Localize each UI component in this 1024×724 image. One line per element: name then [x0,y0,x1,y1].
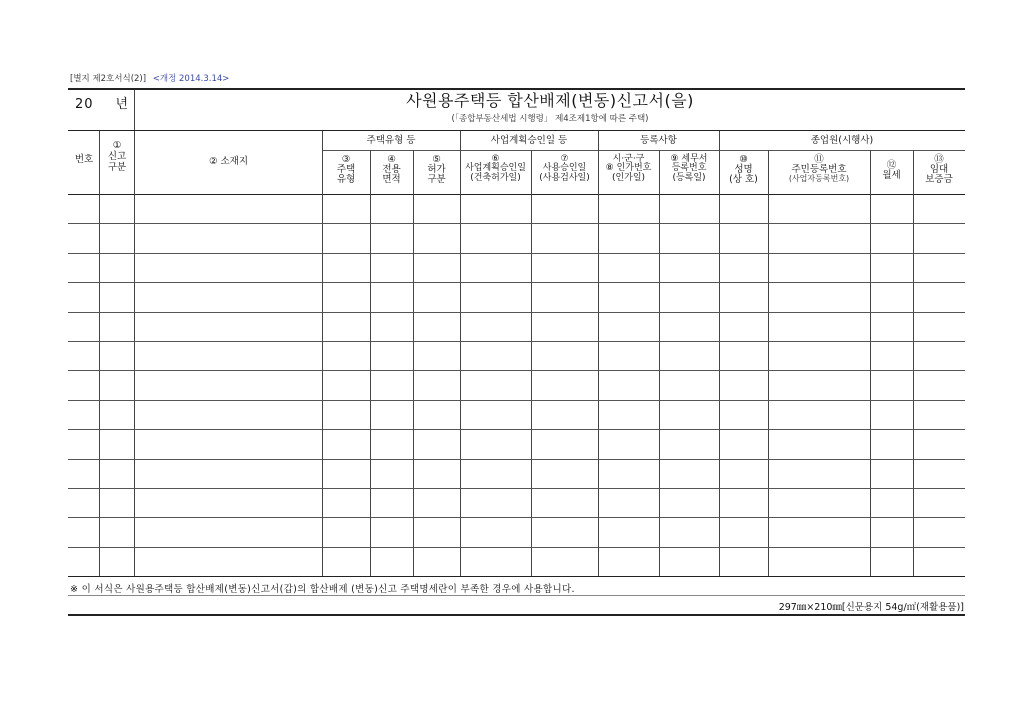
table-cell-c8[interactable] [600,313,657,342]
table-cell-location[interactable] [136,401,320,430]
table-cell-no[interactable] [70,194,97,223]
table-cell-c13[interactable] [915,518,963,547]
table-cell-c10[interactable] [721,224,766,253]
table-cell-c6[interactable] [462,371,529,400]
table-cell-c9[interactable] [661,224,717,253]
table-cell-c4[interactable] [372,460,411,489]
header-c10-num: ⑩ [739,154,748,165]
table-cell-c8[interactable] [600,283,657,312]
header-c8-l1: 시·군·구 [612,154,645,164]
table-cell-location[interactable] [136,254,320,283]
table-cell-c7[interactable] [533,518,596,547]
table-cell-c13[interactable] [915,224,963,253]
table-cell-c6[interactable] [462,254,529,283]
table-cell-c12[interactable] [872,254,911,283]
header-tax-registration [659,155,719,183]
table-cell-c10[interactable] [721,194,766,223]
header-c5-l1: 허가 [427,163,446,175]
table-cell-location[interactable] [136,371,320,400]
table-cell-c9[interactable] [661,430,717,459]
table-cell-c4[interactable] [372,342,411,371]
table-cell-c5[interactable] [415,430,458,459]
form-subtitle: (「종합부동산세법 시행령」 제4조제1항에 따른 주택) [451,114,649,124]
table-cell-no[interactable] [70,313,97,342]
table-cell-c7[interactable] [533,254,596,283]
table-cell-c7[interactable] [533,489,596,518]
table-cell-c6[interactable] [462,313,529,342]
table-cell-c12[interactable] [872,460,911,489]
form-label: [별지 제2호서식(2)] [70,74,147,84]
table-cell-c8[interactable] [600,342,657,371]
header-no-label: 번호 [74,154,94,165]
table-cell-c4[interactable] [372,518,411,547]
table-cell-c4[interactable] [372,254,411,283]
table-cell-c4[interactable] [372,430,411,459]
table-cell-location[interactable] [136,430,320,459]
table-cell-c8[interactable] [600,518,657,547]
table-cell-c12[interactable] [872,194,911,223]
paper-spec: 297㎜×210㎜[신문용지 54g/㎡(재활용품)] [778,602,964,613]
table-cell-c10[interactable] [721,313,766,342]
header-report-type-l1: 신고 [107,150,127,162]
header-c3-l2: 유형 [336,173,356,185]
table-cell-c3[interactable] [324,224,368,253]
table-cell-c3[interactable] [324,254,368,283]
header-c11-l1: 주민등록번호 [791,163,847,175]
table-cell-c13[interactable] [915,342,963,371]
table-cell-c9[interactable] [661,371,717,400]
table-cell-c8[interactable] [600,430,657,459]
header-c7-l2: (사용검사일) [539,172,590,183]
table-row [68,459,965,489]
bottom-border [68,614,965,616]
group-registration: 등록사항 [640,135,677,146]
header-c12-l1: 월세 [882,169,901,181]
table-row [68,370,965,400]
table-cell-c7[interactable] [533,194,596,223]
header-c6-l2: (건축허가일) [470,172,521,183]
table-cell-c8[interactable] [600,460,657,489]
table-cell-type[interactable] [101,401,132,430]
table-cell-c12[interactable] [872,489,911,518]
table-cell-c7[interactable] [533,371,596,400]
table-cell-c4[interactable] [372,194,411,223]
header-report-type-num: ① [112,140,122,151]
table-cell-c4[interactable] [372,371,411,400]
header-approval-number [598,155,659,183]
group-employee: 종업원(시행사) [810,135,874,146]
table-cell-c7[interactable] [533,401,596,430]
header-c3-l1: 주택 [336,163,356,175]
header-c8-l3: (인가일) [611,172,646,183]
header-monthly-rent [870,161,913,181]
table-cell-c5[interactable] [415,224,458,253]
table-cell-c4[interactable] [372,401,411,430]
table-row [68,400,965,430]
table-cell-c7[interactable] [533,460,596,489]
header-report-type-l2: 구분 [107,161,127,173]
header-c10-l1: 성명 [734,163,753,175]
table-cell-c8[interactable] [600,489,657,518]
table-cell-type[interactable] [101,460,132,489]
table-row [68,312,965,342]
year-field[interactable] [70,98,134,112]
table-cell-c6[interactable] [462,194,529,223]
table-cell-c8[interactable] [600,224,657,253]
table-cell-c6[interactable] [462,518,529,547]
table-cell-c11[interactable] [770,518,868,547]
header-c9-l3: (등록일) [672,172,706,183]
header-c11-l2: (사업자등록번호) [788,173,850,183]
table-cell-c11[interactable] [770,548,868,577]
table-cell-c11[interactable] [770,430,868,459]
table-cell-type[interactable] [101,283,132,312]
header-report-type [100,141,134,174]
table-cell-c10[interactable] [721,342,766,371]
table-cell-location[interactable] [136,518,320,547]
table-cell-c13[interactable] [915,489,963,518]
table-cell-c9[interactable] [661,194,717,223]
table-cell-c7[interactable] [533,224,596,253]
table-cell-c11[interactable] [770,342,868,371]
table-row [68,517,965,547]
table-cell-c10[interactable] [721,283,766,312]
table-cell-c6[interactable] [462,224,529,253]
table-cell-c13[interactable] [915,460,963,489]
table-cell-c9[interactable] [661,283,717,312]
table-cell-type[interactable] [101,489,132,518]
header-c11-num: ⑪ [814,154,824,165]
table-cell-c9[interactable] [661,254,717,283]
table-cell-location[interactable] [136,224,320,253]
table-cell-c3[interactable] [324,194,368,223]
table-cell-no[interactable] [70,283,97,312]
table-cell-c11[interactable] [770,371,868,400]
table-cell-c9[interactable] [661,518,717,547]
header-exclusive-area [370,155,413,185]
table-cell-c10[interactable] [721,518,766,547]
table-cell-c3[interactable] [324,518,368,547]
table-cell-c9[interactable] [661,460,717,489]
table-cell-c11[interactable] [770,283,868,312]
header-c12-num: ⑫ [886,160,897,171]
table-cell-location[interactable] [136,313,320,342]
table-cell-c4[interactable] [372,313,411,342]
table-cell-c5[interactable] [415,283,458,312]
table-cell-location[interactable] [136,283,320,312]
table-cell-c12[interactable] [872,283,911,312]
header-c13-l1: 임대 [929,163,949,175]
group-header-line [322,150,965,151]
table-cell-c5[interactable] [415,548,458,577]
header-c7-num: ⑦ [560,154,569,164]
table-cell-c3[interactable] [324,313,368,342]
table-cell-c8[interactable] [600,254,657,283]
table-cell-type[interactable] [101,518,132,547]
table-cell-c9[interactable] [661,313,717,342]
header-c6-num: ⑥ [491,154,500,164]
table-cell-c12[interactable] [872,401,911,430]
table-row [68,253,965,283]
table-cell-c13[interactable] [915,548,963,577]
table-cell-type[interactable] [101,224,132,253]
table-cell-c3[interactable] [324,342,368,371]
table-cell-c5[interactable] [415,254,458,283]
table-cell-c4[interactable] [372,224,411,253]
table-cell-c3[interactable] [324,371,368,400]
table-cell-c12[interactable] [872,548,911,577]
table-cell-c10[interactable] [721,371,766,400]
table-cell-c10[interactable] [721,254,766,283]
table-cell-type[interactable] [101,254,132,283]
header-c3-num: ③ [341,154,351,165]
table-cell-c5[interactable] [415,342,458,371]
table-row [68,282,965,312]
table-cell-c12[interactable] [872,313,911,342]
table-cell-c7[interactable] [533,342,596,371]
table-cell-c7[interactable] [533,313,596,342]
group-housing-type: 주택유형 등 [366,135,416,146]
table-cell-c11[interactable] [770,224,868,253]
table-cell-c13[interactable] [915,313,963,342]
table-cell-no[interactable] [70,224,97,253]
table-cell-c13[interactable] [915,401,963,430]
table-cell-c11[interactable] [770,313,868,342]
table-cell-no[interactable] [70,430,97,459]
table-cell-c5[interactable] [415,460,458,489]
table-cell-c9[interactable] [661,548,717,577]
table-cell-c13[interactable] [915,283,963,312]
table-cell-c10[interactable] [721,430,766,459]
table-cell-type[interactable] [101,548,132,577]
table-cell-c8[interactable] [600,371,657,400]
header-c4-num: ④ [387,154,396,165]
table-cell-no[interactable] [70,548,97,577]
table-cell-type[interactable] [101,430,132,459]
header-resident-number [768,155,870,183]
table-cell-c10[interactable] [721,548,766,577]
group-business-approval: 사업계획승인일 등 [490,135,568,146]
table-cell-c8[interactable] [600,548,657,577]
table-cell-c3[interactable] [324,548,368,577]
table-cell-c11[interactable] [770,460,868,489]
table-cell-c5[interactable] [415,518,458,547]
table-cell-c13[interactable] [915,194,963,223]
header-c7-l1: 사용승인일 [542,163,587,174]
table-cell-c13[interactable] [915,430,963,459]
header-c4-l2: 면적 [382,173,401,185]
table-cell-c6[interactable] [462,401,529,430]
table-cell-c9[interactable] [661,489,717,518]
table-cell-c7[interactable] [533,283,596,312]
header-c13-l2: 보증금 [925,173,953,185]
form-label-line [70,72,229,84]
table-cell-c12[interactable] [872,518,911,547]
table-cell-location[interactable] [136,342,320,371]
table-cell-no[interactable] [70,371,97,400]
table-cell-c3[interactable] [324,430,368,459]
header-c5-num: ⑤ [432,154,441,165]
table-cell-c4[interactable] [372,489,411,518]
table-cell-c6[interactable] [462,489,529,518]
header-location-label: ② 소재지 [208,156,249,167]
table-row [68,341,965,371]
table-cell-c4[interactable] [372,283,411,312]
header-c8-l2: ⑧ 인가번호 [605,163,652,174]
table-cell-c3[interactable] [324,401,368,430]
table-cell-c12[interactable] [872,342,911,371]
table-cell-c5[interactable] [415,371,458,400]
table-cell-c11[interactable] [770,194,868,223]
table-cell-c4[interactable] [372,548,411,577]
header-housing-type [322,155,370,185]
table-cell-c7[interactable] [533,548,596,577]
form-title: 사원용주택등 합산배제(변동)신고서(을) [406,91,694,110]
table-cell-no[interactable] [70,489,97,518]
table-cell-c10[interactable] [721,460,766,489]
table-cell-c6[interactable] [462,460,529,489]
table-cell-c6[interactable] [462,548,529,577]
header-c10-l2: (상 호) [729,173,758,185]
table-cell-c11[interactable] [770,401,868,430]
header-c9-l2: 등록번호 [671,163,707,174]
table-cell-no[interactable] [70,254,97,283]
header-rental-deposit [913,155,965,185]
table-cell-location[interactable] [136,489,320,518]
table-cell-c6[interactable] [462,342,529,371]
header-name [719,155,768,185]
table-cell-type[interactable] [101,342,132,371]
header-c9-l1: ⑨ 세무서 [670,154,708,164]
footnote: ※ 이 서식은 사원용주택등 합산배제(변동)신고서(갑)의 합산배제 (변동)신고 주택명세란이 부족한 경우에 사용합니다. [70,584,575,595]
table-cell-location[interactable] [136,194,320,223]
year-prefix: 20 [74,97,94,112]
table-cell-c8[interactable] [600,401,657,430]
table-cell-c5[interactable] [415,489,458,518]
table-cell-c6[interactable] [462,430,529,459]
header-c13-num: ⑬ [934,154,944,165]
table-cell-location[interactable] [136,548,320,577]
table-row [68,429,965,459]
table-cell-c12[interactable] [872,430,911,459]
table-row [68,547,965,577]
table-cell-type[interactable] [101,371,132,400]
table-cell-location[interactable] [136,460,320,489]
table-cell-c3[interactable] [324,489,368,518]
table-cell-no[interactable] [70,460,97,489]
revision-date: <개정 2014.3.14> [152,74,230,84]
table-cell-c3[interactable] [324,283,368,312]
table-cell-c12[interactable] [872,371,911,400]
table-cell-c10[interactable] [721,489,766,518]
table-cell-no[interactable] [70,518,97,547]
header-permit-type [413,155,460,185]
header-location [135,157,322,167]
header-c5-l2: 구분 [427,173,446,185]
table-cell-no[interactable] [70,401,97,430]
header-divider [68,130,965,131]
table-row [68,194,965,223]
table-cell-type[interactable] [101,313,132,342]
table-cell-c5[interactable] [415,401,458,430]
footnote-divider [68,595,965,596]
header-use-approval-date [531,155,598,183]
header-business-plan-date [460,155,531,183]
header-no [69,155,99,165]
header-c6-l1: 사업계획승인일 [465,163,526,174]
table-cell-c11[interactable] [770,489,868,518]
table-cell-c8[interactable] [600,194,657,223]
table-cell-no[interactable] [70,342,97,371]
table-cell-type[interactable] [101,194,132,223]
table-cell-c9[interactable] [661,342,717,371]
table-cell-c12[interactable] [872,224,911,253]
table-cell-c7[interactable] [533,430,596,459]
table-cell-c5[interactable] [415,313,458,342]
table-cell-c5[interactable] [415,194,458,223]
header-c4-l1: 전용 [382,163,401,175]
table-cell-c10[interactable] [721,401,766,430]
table-cell-c9[interactable] [661,401,717,430]
table-cell-c3[interactable] [324,460,368,489]
table-row [68,223,965,253]
table-cell-c6[interactable] [462,283,529,312]
year-suffix: 년 [115,97,130,112]
table-row [68,488,965,518]
table-cell-c13[interactable] [915,254,963,283]
top-border [68,88,965,90]
table-cell-c11[interactable] [770,254,868,283]
table-cell-c13[interactable] [915,371,963,400]
